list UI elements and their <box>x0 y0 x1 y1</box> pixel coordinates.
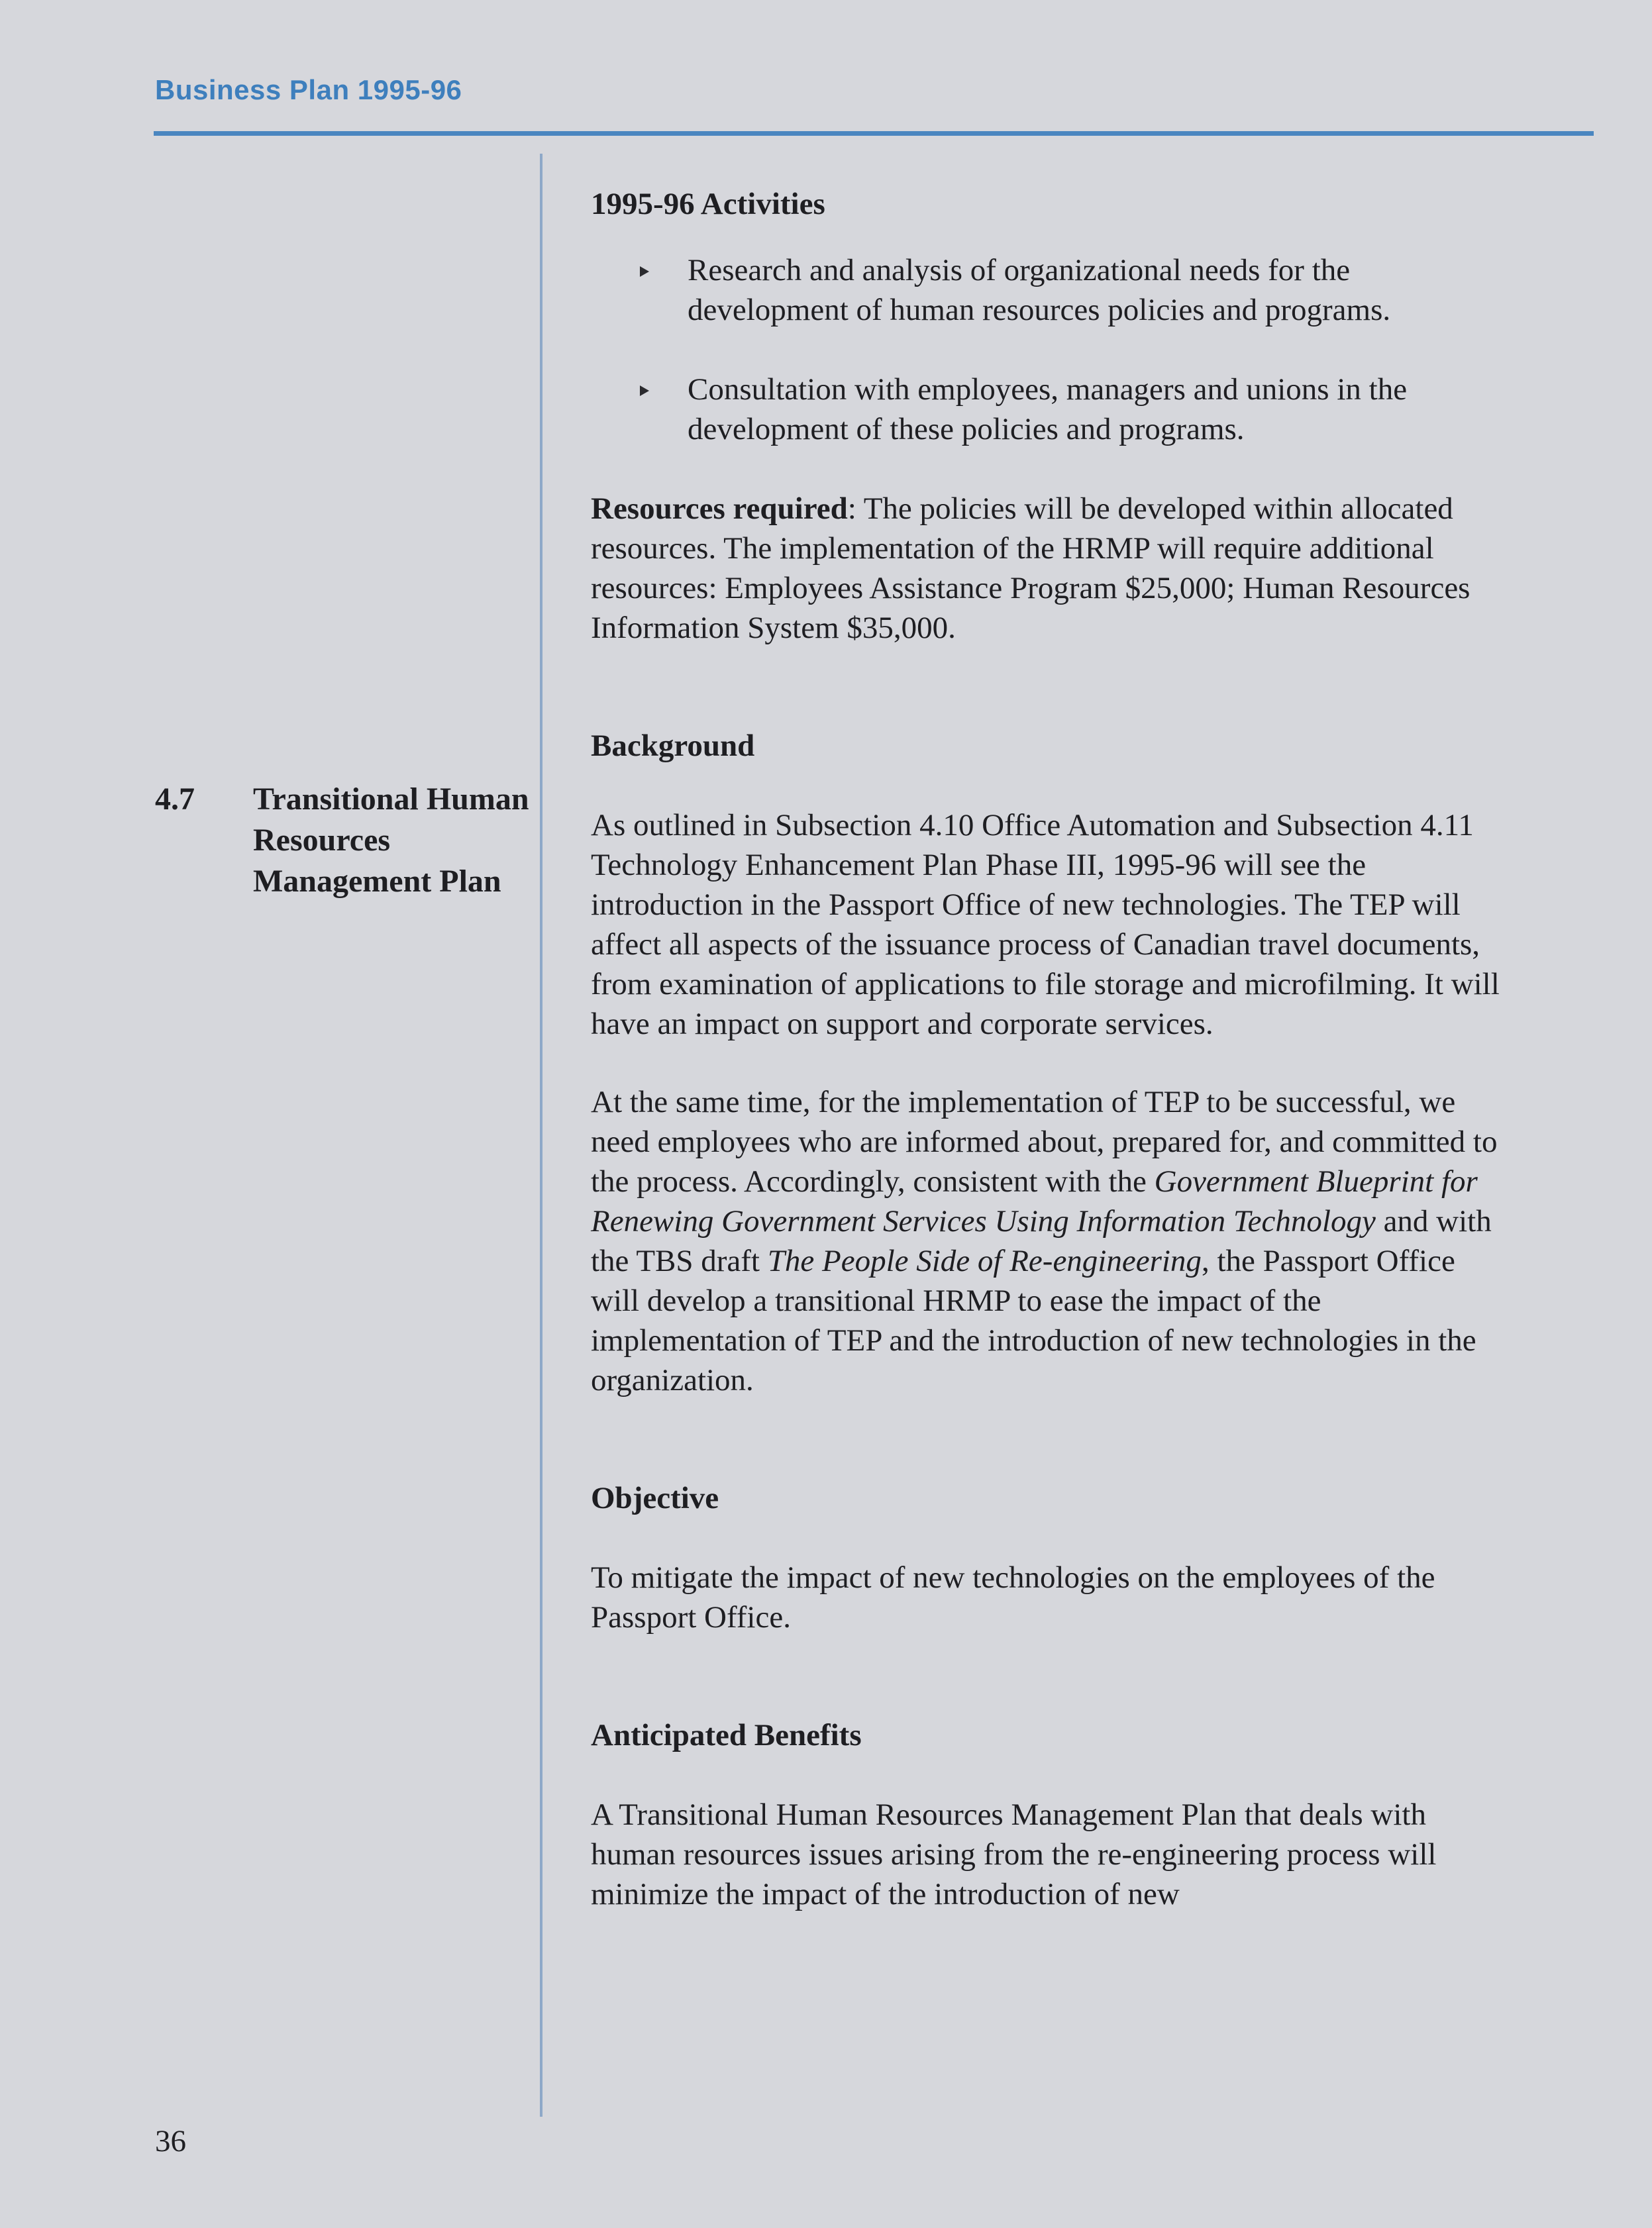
people-side-title: The People Side of Re-engineering <box>767 1244 1202 1278</box>
benefits-heading: Anticipated Benefits <box>591 1718 862 1752</box>
triangle-bullet-icon <box>640 385 649 396</box>
resources-text: : The policies will be developed within allocated resources. The implementation of the HRMP will require additional resources: Employees Assistance Program $25,000; Human Resources Information System $35,000. <box>591 491 1471 645</box>
column-divider <box>540 154 542 2117</box>
list-item <box>591 370 1505 449</box>
background-paragraph-2 <box>591 1082 1505 1400</box>
activities-heading: 1995-96 Activities <box>591 187 825 221</box>
resources-label: Resources required <box>591 491 848 526</box>
background-heading: Background <box>591 729 755 763</box>
paragraph-text: At the same time, for the implementation of TEP to be successful, we need employees who are informed about, prepared for, and committed to the process. Accordingly, consistent with the <box>591 1085 1498 1199</box>
list-item-text: Consultation with employees, managers and unions in the development of these policies and programs. <box>688 372 1408 446</box>
objective-paragraph: To mitigate the impact of new technologies on the employees of the Passport Office. <box>591 1560 1435 1635</box>
objective-heading: Objective <box>591 1481 719 1515</box>
page-number: 36 <box>155 2124 186 2158</box>
blueprint-title: Government Blueprint for Renewing Government Services Using Information Technology <box>591 1164 1478 1239</box>
resources-paragraph <box>591 489 1505 648</box>
list-item-text: Research and analysis of organizational needs for the development of human resources policies and programs. <box>688 253 1391 327</box>
background-paragraph-1: As outlined in Subsection 4.10 Office Automation and Subsection 4.11 Technology Enhancement Plan Phase III, 1995-96 will see the introduction in the Passport Office of new technologies. The TEP will affect all aspects of the issuance process of Canadian travel documents, from examination of applications to file storage and microfilming. It will have an impact on support and corporate services. <box>591 808 1500 1041</box>
benefits-paragraph: A Transitional Human Resources Management Plan that deals with human resources issues arising from the re-engineering process will minimize the impact of the introduction of new <box>591 1798 1437 1911</box>
section-title: Transitional Human Resources Management Plan <box>253 782 529 899</box>
paragraph-text: and with the TBS draft <box>591 1204 1492 1278</box>
page-header-title: Business Plan 1995-96 <box>155 74 462 105</box>
section-number: 4.7 <box>155 782 195 817</box>
paragraph-text: , the Passport Office will develop a transitional HRMP to ease the impact of the implementation of TEP and the introduction of new technologies in the organization. <box>591 1244 1476 1397</box>
section-heading <box>155 779 544 902</box>
triangle-bullet-icon <box>640 266 649 277</box>
activities-list <box>591 250 1505 449</box>
list-item <box>591 250 1505 330</box>
main-content <box>591 184 1505 1914</box>
header-rule <box>154 131 1594 136</box>
